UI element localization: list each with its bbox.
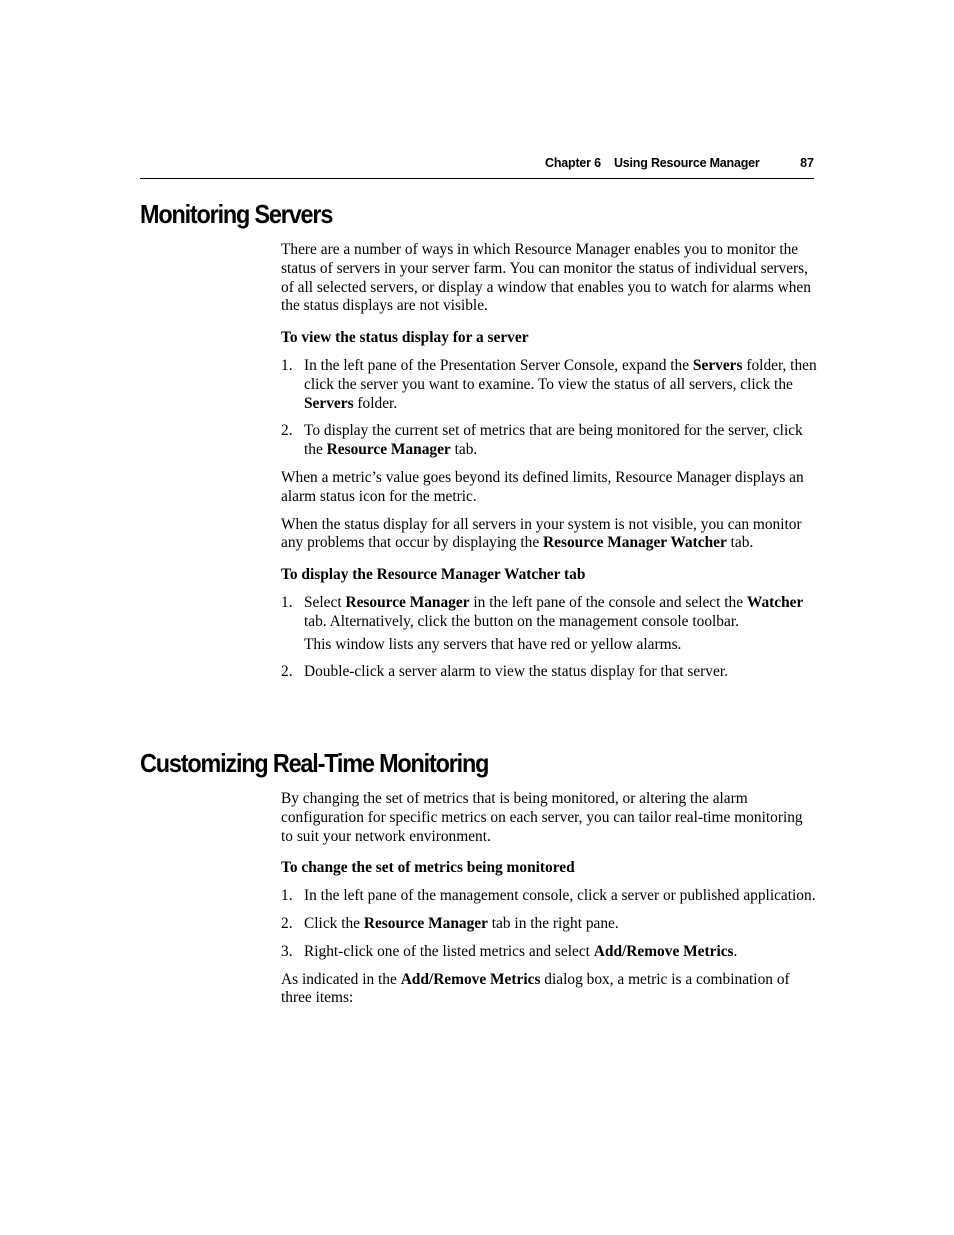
ui-term: Resource Manager <box>345 593 470 611</box>
ui-term: Add/Remove Metrics <box>593 942 734 960</box>
step-number: 3. <box>281 942 293 960</box>
section-heading-monitoring-servers: Monitoring Servers <box>140 199 333 229</box>
list-item: 1. Select Resource Manager in the left pane of the console and select the Watcher tab. Alternatively, click the button on the management console toolbar. This window lists any servers that have red or yellow alarms. <box>281 594 817 654</box>
section-heading-customizing-monitoring: Customizing Real-Time Monitoring <box>140 748 489 778</box>
procedure-title: To display the Resource Manager Watcher tab <box>281 566 586 584</box>
ui-term: Servers <box>304 394 354 412</box>
ui-term: Resource Manager Watcher <box>543 534 727 552</box>
ui-term: Resource Manager <box>363 914 488 932</box>
step-number: 1. <box>281 593 293 611</box>
procedure-title: To change the set of metrics being monitored <box>281 859 575 877</box>
ui-term: Watcher <box>746 593 804 611</box>
step-number: 2. <box>281 422 293 440</box>
ui-term: Add/Remove Metrics <box>400 970 541 988</box>
step-number: 2. <box>281 663 293 681</box>
step-number: 2. <box>281 914 293 932</box>
chapter-label <box>545 156 760 170</box>
alarm-paragraph: When a metric’s value goes beyond its defined limits, Resource Manager displays an alarm status icon for the metric. <box>281 468 804 505</box>
ui-term: Servers <box>692 356 743 374</box>
section-monitoring-servers-body <box>281 241 817 682</box>
chapter-number: Chapter 6 <box>545 156 601 170</box>
chapter-title: Using Resource Manager <box>613 156 760 170</box>
list-item: 1. In the left pane of the Presentation Server Console, expand the Servers folder, then click the server you want to examine. To view the status of all servers, click the Servers folder. <box>281 356 817 412</box>
closing-paragraph: As indicated in the Add/Remove Metrics dialog box, a metric is a combination of three items: <box>281 970 790 1007</box>
step-number: 1. <box>281 887 293 905</box>
page-number: 87 <box>800 156 814 170</box>
step-number: 1. <box>281 356 293 374</box>
procedure-title: To view the status display for a server <box>281 329 529 347</box>
step-note: This window lists any servers that have red or yellow alarms. <box>304 635 682 653</box>
watcher-paragraph: When the status display for all servers in your system is not visible, you can monitor any problems that occur by displaying the Resource Manager Watcher tab. <box>281 515 802 552</box>
list-item: 2. Click the Resource Manager tab in the right pane. <box>281 914 619 932</box>
list-item: 2. Double-click a server alarm to view the status display for that server. <box>281 663 728 681</box>
list-item: 3. Right-click one of the listed metrics and select Add/Remove Metrics. <box>281 942 738 960</box>
ui-term: Resource Manager <box>326 441 451 459</box>
section-customizing-body <box>281 790 817 1008</box>
intro-paragraph: There are a number of ways in which Resource Manager enables you to monitor the status of servers in your server farm. You can monitor the status of individual servers, of all selected servers, or display a window that enables you to watch for alarms when the status displays are not visible. <box>281 241 811 315</box>
running-header <box>140 154 814 179</box>
list-item: 2. To display the current set of metrics that are being monitored for the server, click the Resource Manager tab. <box>281 422 803 459</box>
intro-paragraph: By changing the set of metrics that is being monitored, or altering the alarm configuration for specific metrics on each server, you can tailor real-time monitoring to suit your network environment. <box>281 790 803 845</box>
list-item: 1. In the left pane of the management console, click a server or published application. <box>281 887 816 905</box>
